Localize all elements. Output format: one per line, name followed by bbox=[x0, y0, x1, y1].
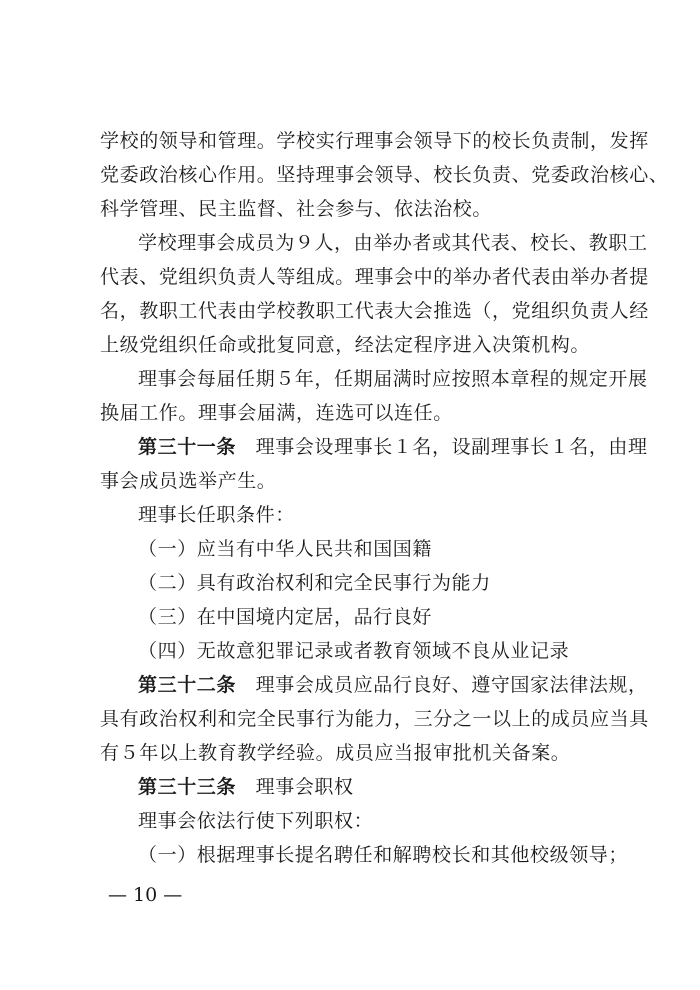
text-line bbox=[138, 362, 648, 396]
text-span: 学校理事会成员为９人，由举办者或其代表、校长、教职工 bbox=[138, 232, 648, 254]
text-span: 名，教职工代表由学校教职工代表大会推选（，党组织负责人经 bbox=[100, 300, 649, 322]
text-span: 学校的领导和管理。学校实行理事会领导下的校长负责制，发挥 bbox=[100, 130, 649, 152]
list-item bbox=[138, 566, 491, 600]
text-line bbox=[100, 158, 668, 192]
text-span: 理事会设理事长１名，设副理事长１名，由理 bbox=[236, 436, 648, 458]
text-span: 事会成员选举产生。 bbox=[100, 470, 277, 492]
text-line bbox=[100, 124, 649, 158]
text-span: （一）根据理事长提名聘任和解聘校长和其他校级领导； bbox=[138, 844, 629, 866]
text-span: 科学管理、民主监督、社会参与、依法治校。 bbox=[100, 198, 493, 220]
page-number: — 10 — bbox=[108, 884, 183, 906]
text-span: 理事会依法行使下列职权： bbox=[138, 810, 374, 832]
list-item bbox=[138, 532, 432, 566]
text-span: 党委政治核心作用。坚持理事会领导、校长负责、党委政治核心、 bbox=[100, 164, 669, 186]
text-line bbox=[138, 804, 373, 838]
list-item bbox=[138, 838, 628, 872]
text-span: 换届工作。理事会届满，连选可以连任。 bbox=[100, 402, 453, 424]
text-span: 理事会成员应品行良好、遵守国家法律法规， bbox=[236, 674, 648, 696]
text-span: 有５年以上教育教学经验。成员应当报审批机关备案。 bbox=[100, 742, 571, 764]
article-31-heading: 第三十一条 bbox=[138, 436, 237, 458]
article-32-line bbox=[138, 668, 648, 702]
text-line bbox=[100, 260, 649, 294]
text-line bbox=[138, 498, 295, 532]
text-span: 具有政治权利和完全民事行为能力，三分之一以上的成员应当具 bbox=[100, 708, 649, 730]
text-span: 代表、党组织负责人等组成。理事会中的举办者代表由举办者提 bbox=[100, 266, 649, 288]
text-span: （四）无故意犯罪记录或者教育领域不良从业记录 bbox=[138, 640, 570, 662]
text-span: （二）具有政治权利和完全民事行为能力 bbox=[138, 572, 491, 594]
list-item bbox=[138, 634, 569, 668]
article-33-line bbox=[138, 770, 354, 804]
article-31-line bbox=[138, 430, 648, 464]
text-span: 理事会每届任期５年，任期届满时应按照本章程的规定开展 bbox=[138, 368, 648, 390]
text-span: （一）应当有中华人民共和国国籍 bbox=[138, 538, 433, 560]
article-33-heading: 第三十三条 bbox=[138, 776, 237, 798]
text-line bbox=[100, 328, 590, 362]
article-32-heading: 第三十二条 bbox=[138, 674, 237, 696]
list-item bbox=[138, 600, 432, 634]
text-span: 理事长任职条件： bbox=[138, 504, 295, 526]
text-line bbox=[100, 396, 453, 430]
text-line bbox=[100, 294, 649, 328]
text-line bbox=[100, 192, 492, 226]
text-span: （三）在中国境内定居，品行良好 bbox=[138, 606, 433, 628]
text-line bbox=[100, 702, 649, 736]
text-line bbox=[100, 736, 570, 770]
text-line bbox=[100, 464, 276, 498]
text-line bbox=[138, 226, 648, 260]
text-span: 上级党组织任命或批复同意，经法定程序进入决策机构。 bbox=[100, 334, 591, 356]
text-span: 理事会职权 bbox=[236, 776, 354, 798]
